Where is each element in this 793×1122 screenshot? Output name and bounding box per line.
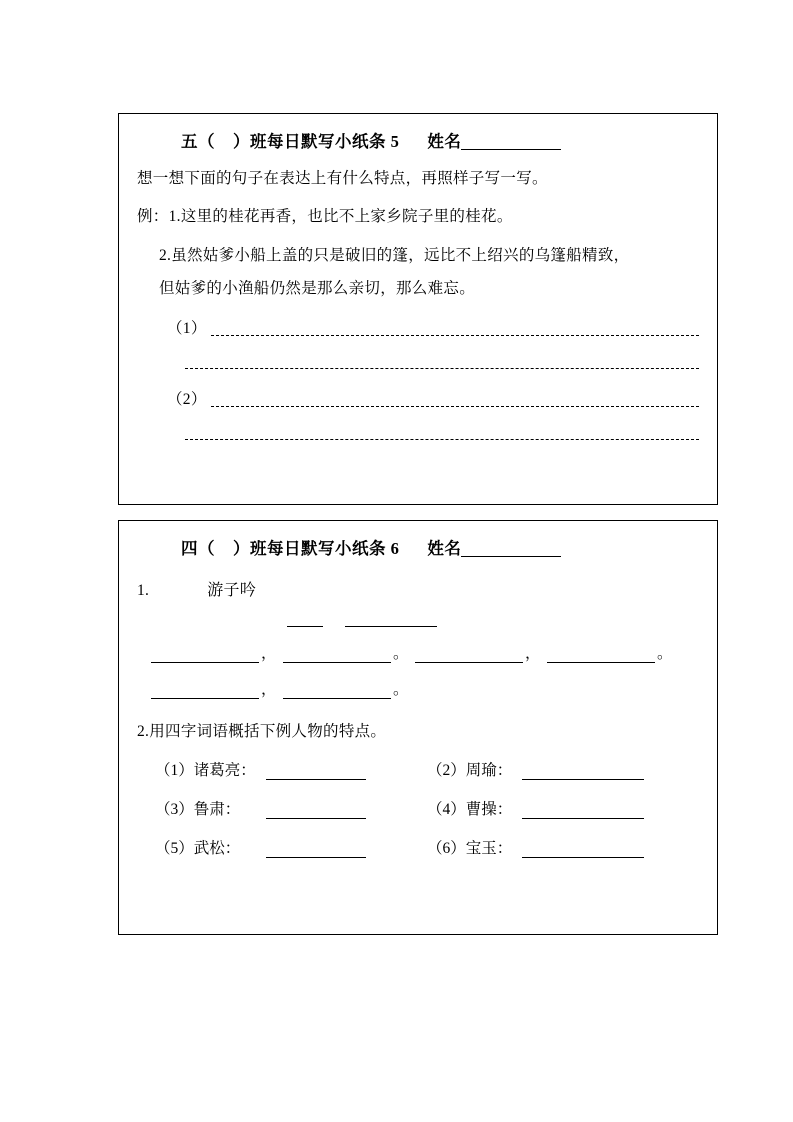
poem-dynasty-blank[interactable]: [287, 614, 323, 627]
character-item-4[interactable]: [427, 797, 644, 819]
poem-blank-1[interactable]: [151, 650, 259, 663]
character-label-4: （4）曹操：: [427, 801, 513, 818]
answer-1-writing-line-2[interactable]: [185, 354, 699, 369]
worksheet-5-example-2-line2: 但姑爹的小渔船仍然是那么亲切，那么难忘。: [159, 279, 476, 297]
example-1-text: 1.这里的桂花再香，也比不上家乡院子里的桂花。: [168, 208, 513, 226]
character-label-5: （5）武松：: [155, 840, 241, 857]
worksheet-6-content: [119, 535, 717, 858]
character-label-6: （6）宝玉：: [427, 840, 513, 857]
poem-blank-2[interactable]: [283, 650, 391, 663]
example-label: 例：: [137, 208, 169, 226]
character-blank-1[interactable]: [266, 767, 366, 780]
worksheet-6-title: [137, 535, 699, 559]
character-row-2: [137, 797, 699, 819]
character-label-3: （3）鲁肃：: [155, 801, 241, 818]
worksheet-6-item-2: 2.用四字词语概括下例人物的特点。: [137, 723, 387, 740]
character-blank-4[interactable]: [522, 806, 644, 819]
poem-period-3: 。: [393, 681, 409, 698]
worksheet-5-answer-1-row[interactable]: [137, 316, 699, 338]
character-blank-2[interactable]: [522, 767, 644, 780]
character-row-3: [137, 836, 699, 858]
poem-blank-5[interactable]: [151, 686, 259, 699]
worksheet-5-title-mid: ）班每日默写小纸条: [233, 132, 386, 151]
character-item-1[interactable]: [155, 758, 427, 780]
poem-blank-6[interactable]: [283, 686, 391, 699]
poem-author-blank[interactable]: [345, 614, 437, 627]
poem-comma-3: ，: [261, 681, 277, 698]
worksheet-6-item-1: [137, 577, 699, 600]
worksheet-5-instruction: 想一想下面的句子在表达上有什么特点，再照样子写一写。: [137, 170, 548, 187]
worksheet-5-answer-2-row[interactable]: [137, 387, 699, 409]
worksheet-5-title-prefix: 五（: [181, 132, 215, 151]
poem-blank-3[interactable]: [415, 650, 523, 663]
answer-1-writing-line[interactable]: [211, 321, 699, 336]
name-blank-field[interactable]: [461, 133, 561, 150]
character-blank-6[interactable]: [522, 845, 644, 858]
poem-blank-4[interactable]: [547, 650, 655, 663]
item-1-number: 1.: [137, 582, 150, 599]
worksheet-5-title-number: 5: [390, 132, 400, 151]
poem-author-line[interactable]: [137, 614, 699, 627]
character-item-6[interactable]: [427, 836, 644, 858]
worksheet-6-name-label: 姓名: [427, 539, 462, 558]
worksheet-5-answer-2-row-cont[interactable]: [137, 425, 699, 442]
character-item-2[interactable]: [427, 758, 644, 780]
worksheet-card-5: [118, 113, 718, 505]
poem-period-2: 。: [657, 645, 673, 662]
answer-2-writing-line[interactable]: [211, 392, 699, 407]
character-label-1: （1）诸葛亮：: [155, 762, 256, 779]
answer-1-label: （1）: [167, 320, 207, 337]
character-blank-3[interactable]: [266, 806, 366, 819]
poem-comma-2: ，: [525, 645, 541, 662]
worksheet-5-answer-1-row-cont[interactable]: [137, 354, 699, 371]
poem-line-1[interactable]: [137, 641, 699, 663]
worksheet-5-name-label: 姓名: [427, 132, 462, 151]
poem-period-1: 。: [393, 645, 409, 662]
worksheet-card-6: [118, 520, 718, 935]
name-blank-field-2[interactable]: [461, 540, 561, 557]
worksheet-6-title-number: 6: [390, 539, 400, 558]
worksheet-5-example-2-line1: 2.虽然姑爹小船上盖的只是破旧的篷，远比不上绍兴的乌篷船精致，: [159, 246, 630, 264]
character-blank-5[interactable]: [266, 845, 366, 858]
character-row-1: [137, 758, 699, 780]
worksheet-5-content: [119, 128, 717, 442]
answer-2-writing-line-2[interactable]: [185, 425, 699, 440]
answer-2-label: （2）: [167, 391, 207, 408]
poem-title: 游子吟: [207, 582, 257, 599]
worksheet-6-title-mid: ）班每日默写小纸条: [233, 539, 386, 558]
worksheet-5-title: [137, 128, 699, 152]
poem-line-2[interactable]: [137, 677, 699, 699]
character-item-3[interactable]: [155, 797, 427, 819]
character-item-5[interactable]: [155, 836, 427, 858]
worksheet-6-title-prefix: 四（: [181, 539, 215, 558]
worksheet-5-example-1: [137, 205, 699, 228]
character-label-2: （2）周瑜：: [427, 762, 513, 779]
poem-comma-1: ，: [261, 645, 277, 662]
